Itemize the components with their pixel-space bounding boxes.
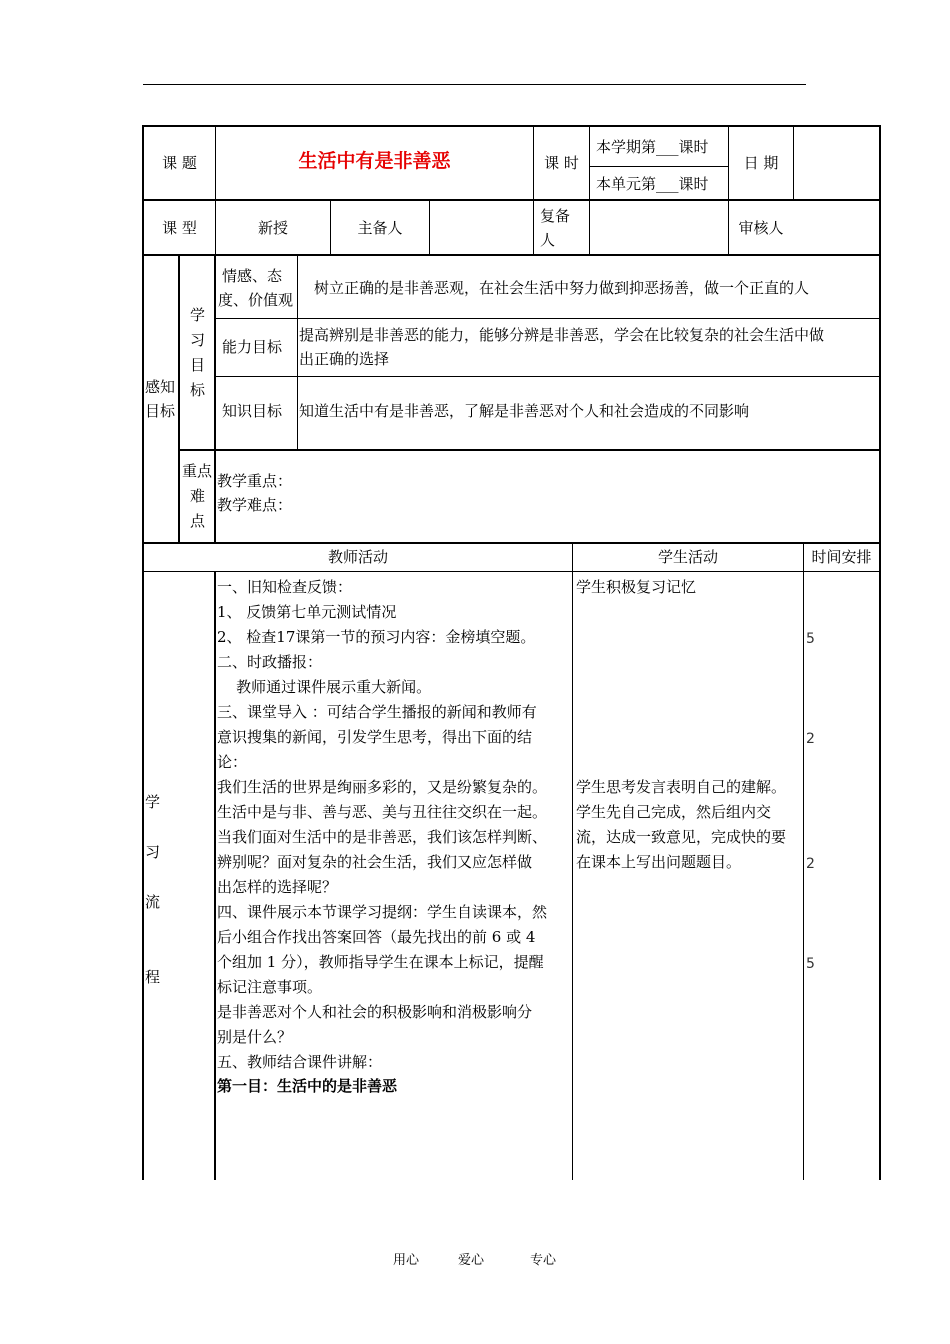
learn-label-4: 标 (190, 381, 206, 399)
objective-text: 树立正确的是非善恶观，在社会生活中努力做到抑恶扬善，做一个正直的人 (314, 279, 810, 297)
shen-he-label: 审核人 (738, 219, 784, 237)
process-label-2: 习 (145, 843, 161, 861)
table-line (215, 318, 881, 319)
table-line (142, 571, 881, 572)
time-value: 5 (806, 631, 815, 647)
learn-label-3: 目 (190, 356, 206, 374)
learn-label-1: 学 (190, 306, 206, 324)
table-line (803, 543, 804, 1180)
table-line (142, 199, 881, 201)
process-label-4: 程 (145, 968, 161, 986)
teacher-line: 一、旧知检查反馈： (217, 578, 353, 596)
key-label-3: 点 (190, 512, 206, 530)
lesson-title: 生活中有是非善恶 (298, 150, 451, 172)
fu-bei-label-2: 人 (540, 231, 556, 249)
key-point: 教学重点： (217, 472, 293, 490)
teacher-activity-header: 教师活动 (327, 548, 388, 566)
table-line (215, 376, 881, 377)
table-border-top (142, 125, 881, 127)
table-line (214, 255, 216, 544)
table-line (297, 255, 298, 450)
teacher-line: 辨别呢？面对复杂的社会生活，我们又应怎样做 (217, 853, 533, 871)
learn-label-2: 习 (190, 331, 206, 349)
student-line: 学生积极复习记忆 (576, 578, 697, 596)
teacher-line: 是非善恶对个人和社会的积极影响和消极影响分 (217, 1003, 533, 1021)
key-label-2: 难 (190, 487, 206, 505)
unit-period: 本单元第___课时 (596, 175, 709, 193)
objective-text: 知道生活中有是非善恶，了解是非善恶对个人和社会造成的不同影响 (299, 402, 750, 420)
date-label: 日 期 (743, 154, 779, 172)
teacher-line: 生活中是与非、善与恶、美与丑往往交织在一起。 (217, 803, 548, 821)
semester-period: 本学期第___课时 (596, 138, 709, 156)
header-rule (143, 84, 806, 85)
ke-shi-label: 课 时 (544, 154, 579, 172)
teacher-line: 意识搜集的新闻，引发学生思考，得出下面的结 (217, 728, 533, 746)
teacher-line: 1、 反馈第七单元测试情况 (217, 603, 397, 621)
teacher-line: 三、课堂导入 ：可结合学生播报的新闻和教师有 (217, 703, 537, 721)
teacher-line: 二、时政播报： (217, 653, 323, 671)
student-line: 学生思考发言表明自己的建解。 (576, 778, 787, 796)
student-line: 在课本上写出问题题目。 (576, 853, 742, 871)
teacher-line: 五、教师结合课件讲解： (217, 1053, 383, 1071)
teacher-line: 四、课件展示本节课学习提纲：学生自读课本，然 (217, 903, 548, 921)
table-border-right (879, 125, 881, 1180)
teacher-line: 别是什么？ (217, 1028, 293, 1046)
table-line (178, 255, 180, 544)
time-header: 时间安排 (811, 548, 872, 566)
objective-label: 能力目标 (222, 338, 283, 356)
table-line (142, 254, 881, 256)
footer-text: 爱心 (458, 1253, 485, 1268)
ke-xing-value: 新授 (257, 219, 288, 237)
ke-ti-label: 课 题 (162, 154, 197, 172)
teacher-line: 个组加 1 分），教师指导学生在课本上标记，提醒 (217, 953, 544, 971)
table-line (793, 125, 794, 200)
time-value: 5 (806, 956, 815, 972)
teacher-line: 当我们面对生活中的是非善恶，我们该怎样判断、 (217, 828, 548, 846)
teacher-line: 标记注意事项。 (217, 978, 323, 996)
objective-label: 知识目标 (222, 402, 283, 420)
table-line (589, 125, 590, 256)
student-line: 学生先自己完成，然后组内交 (576, 803, 772, 821)
table-line (590, 166, 729, 167)
teacher-line: 我们生活的世界是绚丽多彩的，又是纷繁复杂的。 (217, 778, 548, 796)
objective-label: 度、价值观 (218, 291, 294, 309)
table-line (180, 449, 881, 451)
footer-text: 专心 (530, 1253, 557, 1268)
fu-bei-label: 复备 (540, 207, 571, 225)
key-label-1: 重点 (182, 462, 213, 480)
table-line (142, 542, 881, 544)
teacher-line: 论： (217, 753, 248, 771)
time-value: 2 (806, 731, 815, 747)
teacher-line: 教师通过课件展示重大新闻。 (217, 678, 432, 696)
teacher-section-title: 第一目：生活中的是非善恶 (217, 1077, 398, 1095)
ke-xing-label: 课 型 (162, 219, 197, 237)
teacher-line: 2、 检查17课第一节的预习内容：金榜填空题。 (217, 628, 536, 646)
teacher-line: 出怎样的选择呢？ (217, 878, 338, 896)
group-label-2: 目标 (145, 402, 176, 420)
group-label: 感知 (145, 378, 176, 396)
student-line: 流，达成一致意见，完成快的要 (576, 828, 787, 846)
table-line (429, 200, 430, 256)
time-value: 2 (806, 856, 815, 872)
difficult-point: 教学难点： (217, 496, 293, 514)
process-label-1: 学 (145, 793, 161, 811)
zhu-bei-label: 主备人 (357, 219, 403, 237)
process-label-3: 流 (145, 893, 161, 911)
objective-text: 出正确的选择 (299, 350, 390, 368)
student-activity-header: 学生活动 (657, 548, 718, 566)
objective-label: 情感、态 (222, 267, 283, 285)
table-border-left (142, 125, 144, 1180)
teacher-line: 后小组合作找出答案回答（最先找出的前 6 或 4 (217, 928, 536, 946)
objective-text: 提高辨别是非善恶的能力，能够分辨是非善恶，学会在比较复杂的社会生活中做 (299, 326, 825, 344)
table-line (214, 571, 216, 1180)
footer-text: 用心 (393, 1253, 420, 1268)
table-line (572, 543, 573, 1180)
table-line (533, 125, 534, 256)
